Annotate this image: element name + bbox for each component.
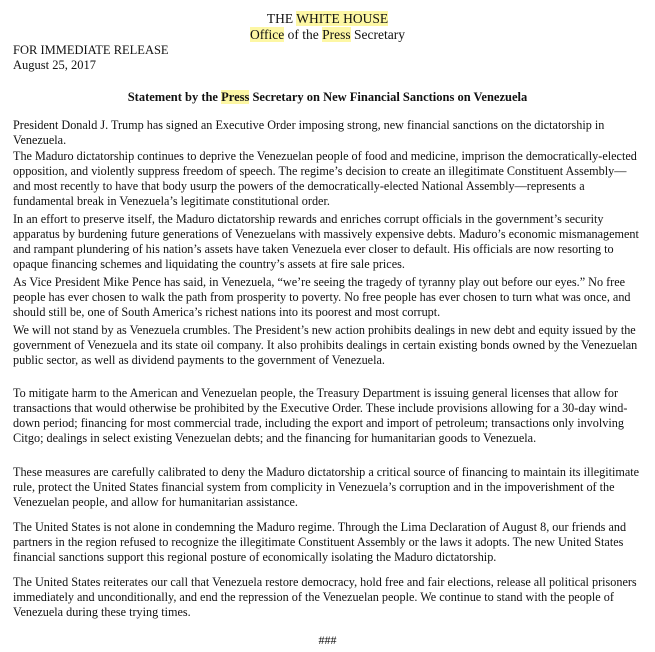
paragraph-1: President Donald J. Trump has signed an Executive Order imposing strong, new financial sanctions on the dictatorship in Venezuela. [13, 118, 605, 147]
paragraph-8: The United States is not alone in condemning the Maduro regime. Through the Lima Declaration of August 8, our friends and partners in the region refused to recognize the illegitimate Constituent Assembly or the laws it adopts. The new United States financial sanctions support this regional posture of economically isolating the Maduro dictatorship. [13, 520, 627, 564]
office-highlight: Office [250, 27, 285, 42]
office-suffix: Secretary [350, 27, 405, 42]
release-label: FOR IMMEDIATE RELEASE [13, 43, 169, 57]
title-highlight: Press [221, 90, 250, 104]
paragraph-2: The Maduro dictatorship continues to deprive the Venezuelan people of food and medicine, imprison the democratically-elected opposition, and violently suppress freedom of speech. The regime’s decision to create an illegitimate Constituent Assembly—and most recently to have that body usurp the powers of the democratically-elected National Assembly—represents a fundamental break in Venezuela’s legitimate constitutional order. [13, 149, 637, 208]
press-highlight: Press [322, 27, 351, 42]
paragraph-9: The United States reiterates our call that Venezuela restore democracy, hold free and fair elections, release all political prisoners immediately and unconditionally, and end the repression of the Venezuelan people. We continue to stand with the people of Venezuela during these trying times. [13, 575, 637, 619]
release-date: August 25, 2017 [13, 58, 96, 72]
org-header [0, 11, 655, 27]
office-mid: of the [284, 27, 323, 42]
release-info [13, 43, 169, 73]
org-prefix: THE [266, 11, 297, 26]
office-header [0, 27, 655, 43]
paragraph-3: In an effort to preserve itself, the Maduro dictatorship rewards and enriches corrupt officials in the government’s security apparatus by burdening future generations of Venezuelans with massively expensive debts. Maduro’s economic mismanagement and rampant plundering of his nation’s assets have taken Venezuela ever closer to default. His officials are now resorting to opaque financing schemes and liquidating the country’s assets at fire sale prices. [13, 212, 639, 271]
paragraph-7: These measures are carefully calibrated to deny the Maduro dictatorship a critical source of financing to maintain its illegitimate rule, protect the United States financial system from complicity in Venezuela’s corruption and in the impoverishment of the Venezuelan people, and allow for humanitarian assistance. [13, 465, 640, 509]
statement-title [0, 90, 655, 105]
title-suffix: Secretary on New Financial Sanctions on Venezuela [249, 90, 528, 104]
paragraph-4: As Vice President Mike Pence has said, in Venezuela, “we’re seeing the tragedy of tyranny play out before our eyes.” No free people has ever chosen to walk the path from prosperity to poverty. No free people has ever chosen to turn what was once, and should still be, one of South America’s richest nations into its poorest and most corrupt. [13, 275, 631, 319]
end-mark: ### [318, 633, 337, 647]
paragraph-6: To mitigate harm to the American and Venezuelan people, the Treasury Department is issuing general licenses that allow for transactions that would otherwise be prohibited by the Executive Order. These include provisions allowing for a 30-day wind-down period; financing for most commercial trade, including the export and import of petroleum; transactions only involving Citgo; dealings in select existing Venezuelan debts; and the financing for humanitarian goods to Venezuela. [13, 386, 628, 445]
paragraph-5: We will not stand by as Venezuela crumbles. The President’s new action prohibits dealings in new debt and equity issued by the government of Venezuela and its state oil company. It also prohibits dealings in certain existing bonds owned by the Venezuelan public sector, as well as dividend payments to the government of Venezuela. [13, 323, 638, 367]
org-name-highlight: WHITE HOUSE [296, 11, 389, 26]
title-prefix: Statement by the [127, 90, 222, 104]
